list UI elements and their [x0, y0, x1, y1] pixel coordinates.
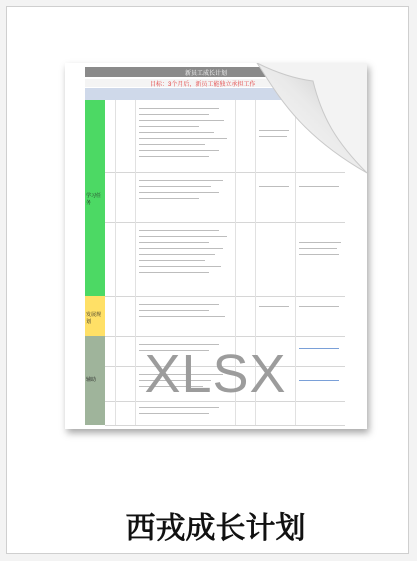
sheet-subtitle: 目标：3个月后，新员工能独立承担工作: [150, 82, 256, 88]
category-label-learning: 学习任务: [86, 193, 102, 206]
file-name[interactable]: 西戎成长计划: [125, 511, 306, 546]
sheet-title: 新员工成长计划: [185, 71, 228, 77]
file-tile[interactable]: [6, 6, 409, 554]
file-type-label: XLSX: [144, 344, 287, 404]
sheet-row-3: [105, 222, 345, 297]
sheet-row-4: [105, 296, 345, 337]
category-label-support: 辅助: [86, 377, 97, 383]
category-label-planning: 发展规划: [86, 312, 102, 325]
category-band-learning: [85, 100, 105, 296]
page-curl-icon: [227, 63, 367, 203]
category-band-planning: [85, 296, 105, 336]
